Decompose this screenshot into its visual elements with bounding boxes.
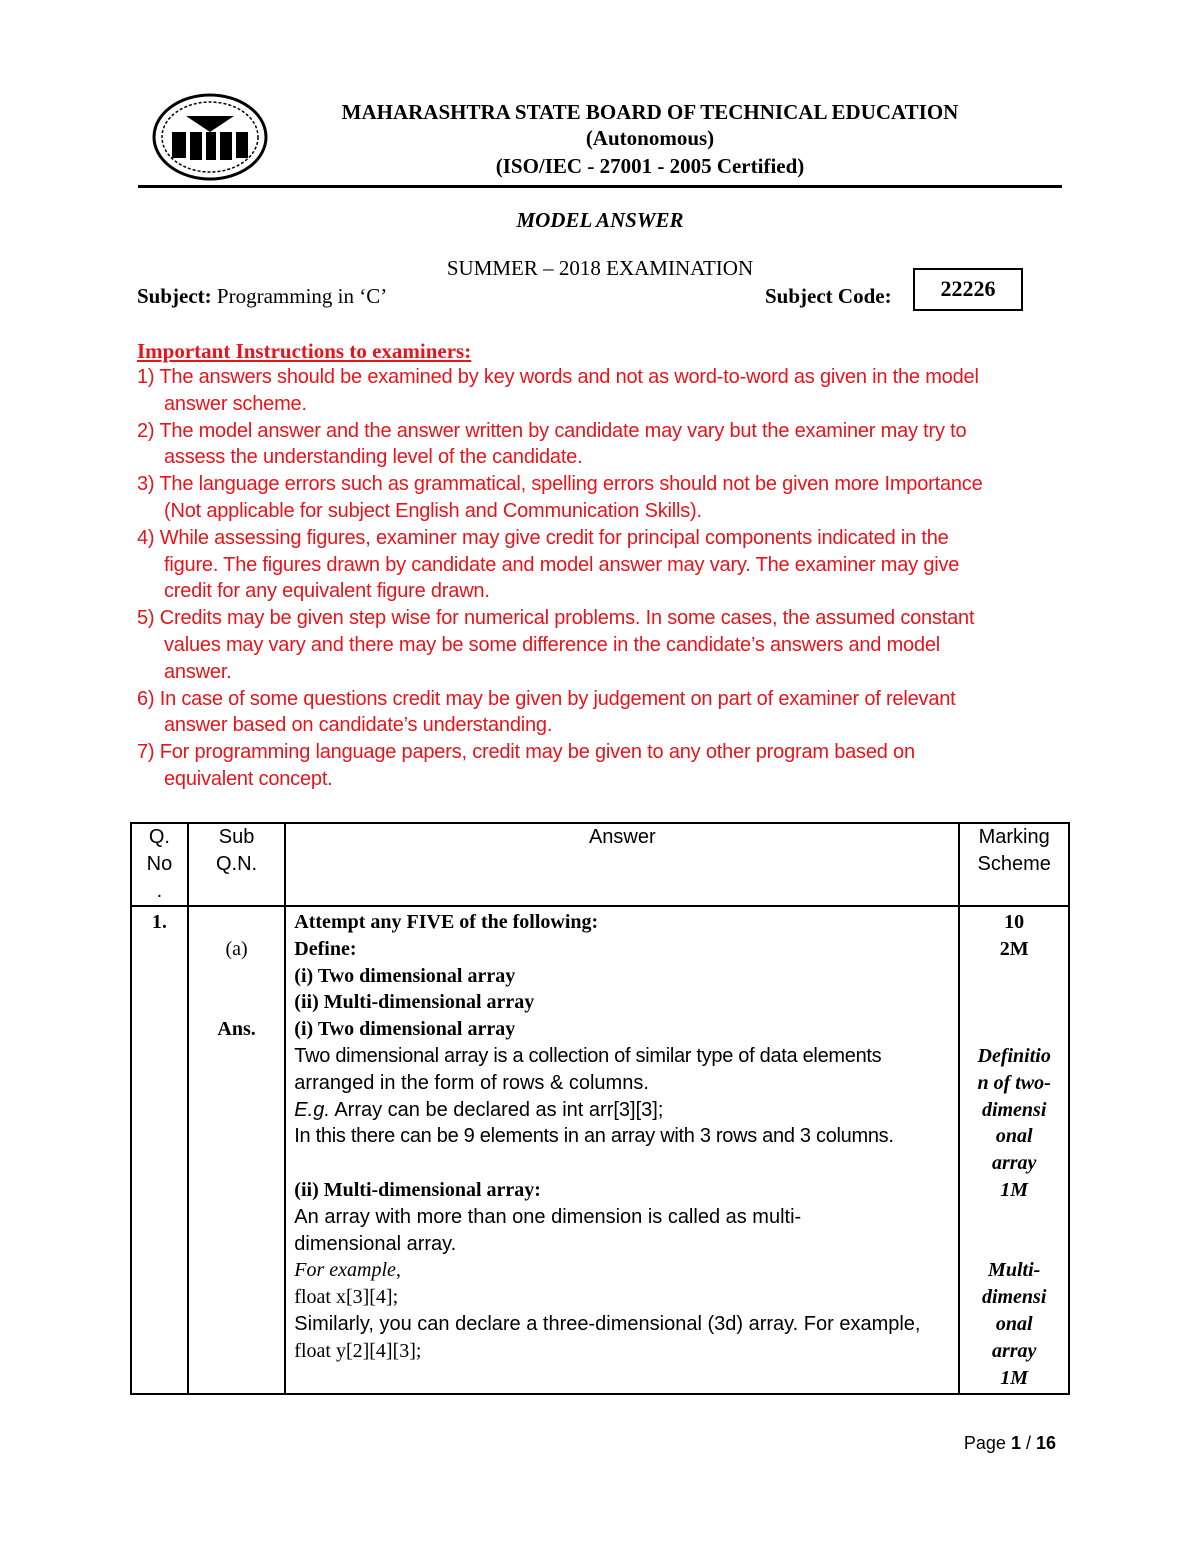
table-row — [131, 906, 1069, 1394]
instructions-heading: Important Instructions to examiners: — [137, 339, 472, 363]
mark-scheme-1: Definitio n of two- dimensi onal array 1M — [977, 1044, 1051, 1201]
instruction-item: 2) The model answer and the answer written by candidate may vary but the examiner may try to assess the understanding level of the candidate. — [137, 419, 967, 469]
certification-note: (ISO/IEC - 27001 - 2005 Certified) — [495, 154, 805, 178]
instruction-item: 6) In case of some questions credit may be given by judgement on part of examiner of relevant answer based on candidate’s understanding. — [137, 687, 956, 737]
mark-scheme-2: Multi- dimensi onal array 1M — [981, 1259, 1047, 1389]
subqn-cell — [188, 906, 285, 1394]
doc-title: MODEL ANSWER — [516, 208, 684, 232]
answer-table — [130, 822, 1070, 1395]
instructions-list — [137, 364, 1072, 793]
instruction-item: 4) While assessing figures, examiner may give credit for principal components indicated in the figure. The figures drawn by candidate and model answer may vary. The examiner may give credit for any equivalent figure drawn. — [137, 526, 960, 603]
exam-title: SUMMER – 2018 EXAMINATION — [446, 256, 754, 280]
instruction-item: 1) The answers should be examined by key words and not as word-to-word as given in the model answer scheme. — [137, 366, 979, 415]
page-number: Page 1 / 16 — [963, 1433, 1056, 1453]
subject-value: Programming in ‘C’ — [211, 284, 388, 308]
header-divider — [138, 185, 1062, 188]
instruction-item: 7) For programming language papers, credit may be given to any other program based on equivalent concept. — [137, 741, 915, 790]
qno-cell: 1. — [131, 906, 188, 1394]
header-marking: Marking Scheme — [959, 823, 1069, 906]
answer-label: Ans. — [217, 1018, 256, 1041]
board-name: MAHARASHTRA STATE BOARD OF TECHNICAL EDUCATION — [341, 100, 959, 124]
header-qno: Q. No . — [131, 823, 188, 906]
table-header-row — [131, 823, 1069, 906]
instruction-item: 3) The language errors such as grammatical, spelling errors should not be given more Importance (Not applicable for subject English and Communication Skills). — [137, 473, 983, 522]
sub-question-a: (a) — [225, 937, 248, 960]
marking-cell: 10 2M Definitio n of two- dimensi onal array 1M Multi- dimensi onal array 1M — [959, 906, 1069, 1394]
autonomous-note: (Autonomous) — [585, 126, 715, 150]
subject-code-box: 22226 — [913, 268, 1023, 311]
subject-line — [137, 284, 387, 309]
header-answer: Answer — [285, 823, 959, 906]
instruction-item: 5) Credits may be given step wise for numerical problems. In some cases, the assumed constant values may vary and there may be some difference in the candidate’s answers and model answer. — [137, 607, 975, 683]
answer-cell: Attempt any FIVE of the following: Define: (i) Two dimensional array (ii) Multi-dimensional array (i) Two dimensional array Two dimensional array is a collection of similar type of data elements arranged in the form of rows & columns. E.g. Array can be declared as int arr[3][3]; In this there can be 9 elements in an array with 3 rows and 3 columns. (ii) Multi-dimensional array: An array with more than one dimension is called as multi- dimensional array. For example, float x[3][4]; Similarly, you can declare a three-dimensional (3d) array. For example, float y[2][4][3]; — [285, 906, 959, 1394]
subject-code-label: Subject Code: — [765, 284, 892, 308]
subject-label: Subject: — [137, 284, 212, 308]
header-subqn: Sub Q.N. — [188, 823, 285, 906]
